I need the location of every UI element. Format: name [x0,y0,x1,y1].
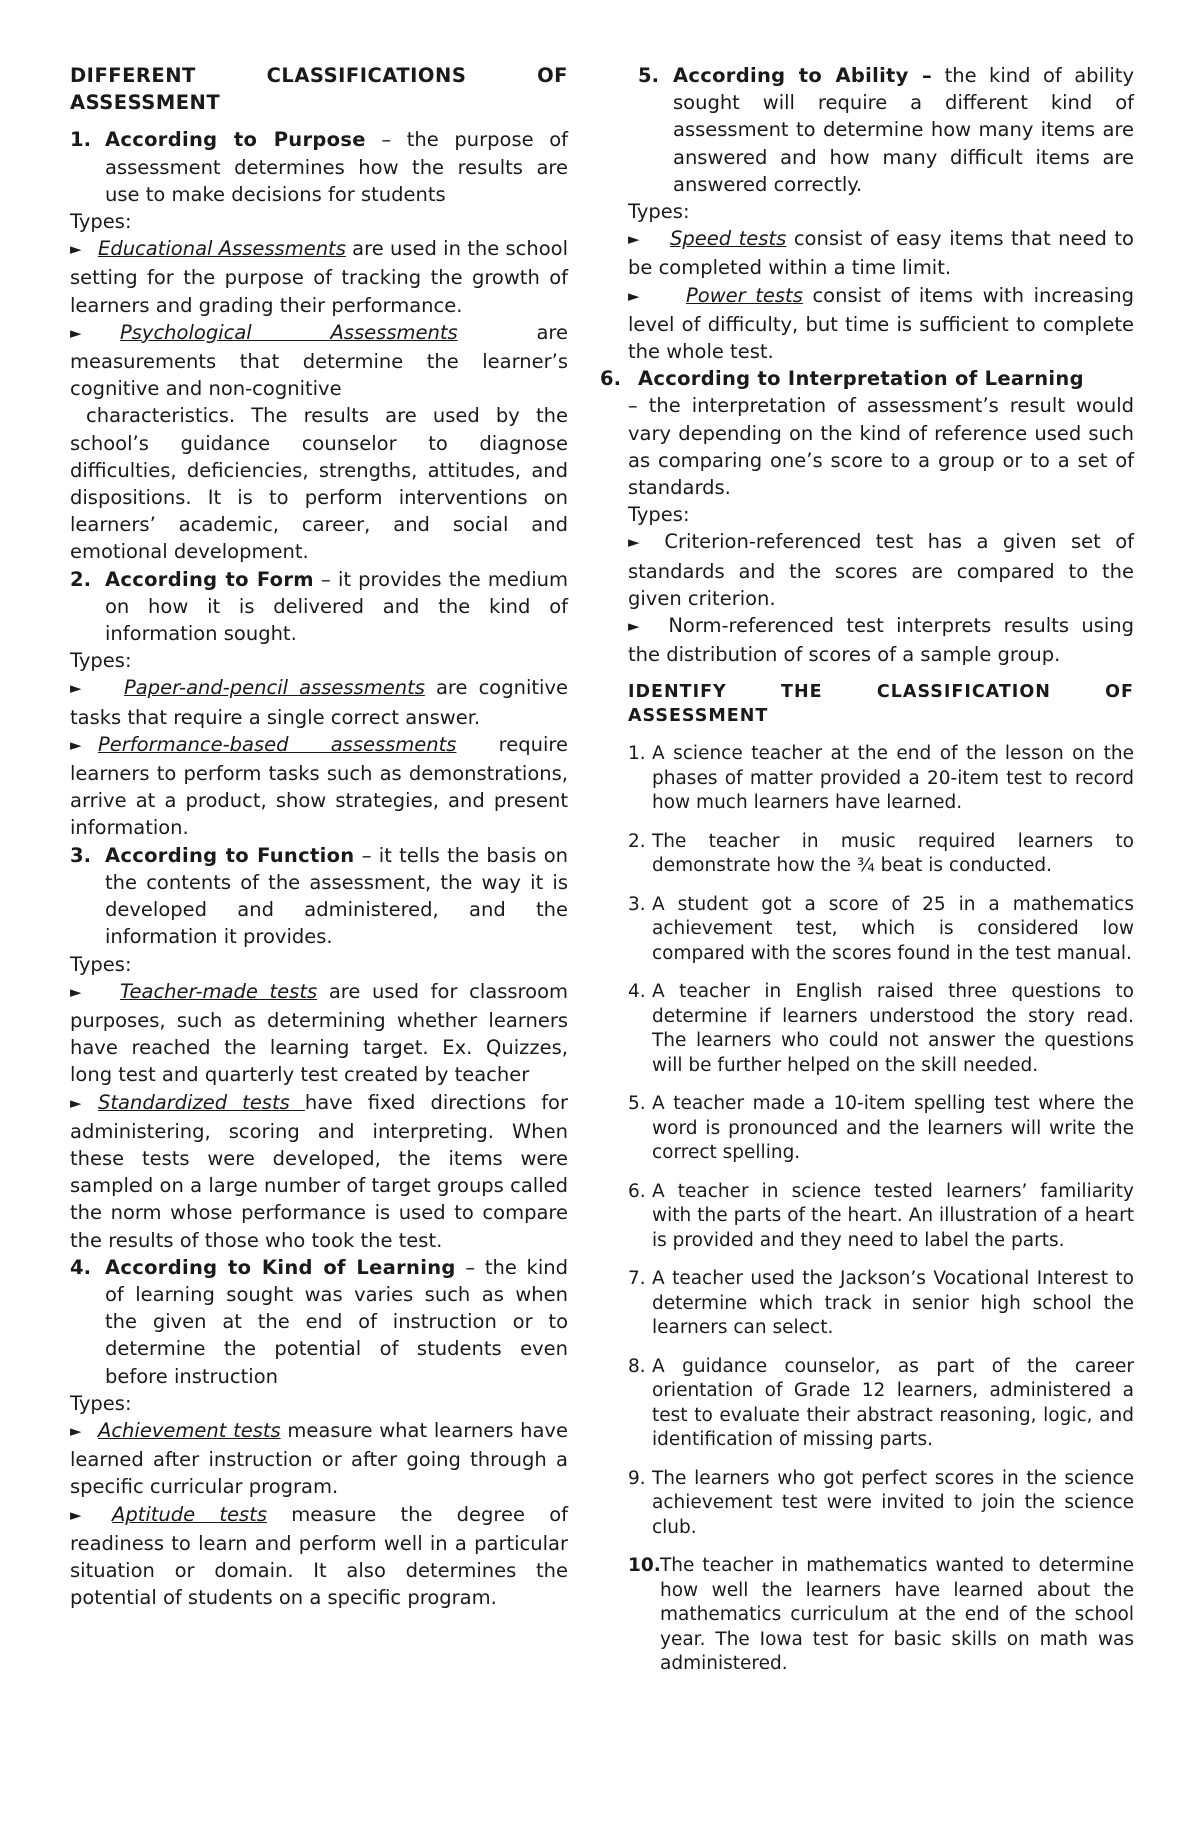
section-6-number: 6. [600,367,621,391]
question-text: A teacher used the Jackson’s Vocational Interest to determine which track in senior high school the learners can select. [652,1268,1134,1339]
section-3-type-1 [70,978,568,1089]
section-3-type-1-text: are used for classroom purposes, such as determining whether learners have reached the learning target. Ex. Quizzes, long test and quarterly test created by teacher [70,979,569,1087]
section-3-type-1-term: Teacher-made tests [120,979,318,1003]
section-1-number: 1. [70,128,91,152]
section-3-type-2 [70,1089,568,1254]
question-item [628,980,1134,1078]
section-5-heading: According to Ability – [673,64,933,87]
arrow-bullet-icon: ► [70,1505,82,1524]
arrow-bullet-icon: ► [70,1421,82,1440]
question-item [628,893,1134,967]
section-2-type-2 [70,731,568,842]
question-text: A teacher in science tested learners’ familiarity with the parts of the heart. An illustration of a heart is provided and they need to label the parts. [652,1180,1134,1251]
section-5-types-label: Types: [628,200,690,224]
section-3-desc: – it tells the basis on the contents of the assessment, the way it is developed and administered, and the information it provides. [105,843,569,949]
section-1-type-2-text: are measurements that determine the learner’s cognitive and non-cognitive [70,320,569,401]
section-5-desc: the kind of ability sought will require a different kind of assessment to determine how many items are answered and how many difficult items are answered correctly. [673,64,1134,196]
section-1-desc: – the purpose of assessment determines how the results are use to make decisions for students [105,128,569,206]
section-4-type-2-term: Aptitude tests [112,1502,267,1526]
section-3-types-label: Types: [70,952,132,976]
arrow-bullet-icon: ► [70,679,82,698]
section-3-heading: According to Function [105,843,355,867]
section-1-types-label: Types: [70,210,132,234]
section-5-body [673,62,1134,198]
section-2-type-2-term: Performance-based assessments [98,732,457,756]
section-6-type-1-text: Criterion-referenced test has a given set of standards and the scores are compared to the given criterion. [628,530,1134,610]
section-1-type-1-text: are used in the school setting for the purpose of tracking the growth of learners and grading their performance. [70,237,569,317]
section-6-type-1 [628,528,1134,612]
title-line-2: ASSESSMENT [70,91,221,115]
section-1-heading: According to Purpose [105,128,366,152]
question-number: 5. [628,1093,646,1115]
section-4-type-2-text: measure the degree of readiness to learn and perform well in a particular situation or domain. It also determines the potential of students on a specific program. [70,1502,568,1610]
section-2-body [105,566,568,648]
identify-title-line-1: IDENTIFY THE CLASSIFICATION OF [628,682,1134,703]
identify-title-line-2: ASSESSMENT [628,706,769,727]
question-item [628,1554,1134,1677]
section-5-type-1 [628,225,1134,281]
section-2-number: 2. [70,567,91,591]
question-item [628,1467,1134,1541]
question-item [628,830,1134,879]
page-title [70,62,568,89]
arrow-bullet-icon: ► [628,617,640,636]
section-6-body [638,365,1134,392]
section-5-type-2-text: consist of items with increasing level of difficulty, but time is sufficient to complete the whole test. [628,283,1134,364]
section-4-types-label: Types: [70,1391,132,1415]
section-2-type-1 [70,674,568,730]
section-2-type-1-term: Paper-and-pencil assessments [124,676,425,700]
section-2-type-2-text: require learners to perform tasks such as demonstrations, arrive at a product, show strategies, and present information. [70,732,568,840]
question-text: A teacher in English raised three questions to determine if learners understood the story read. The learners who could not answer the questions will be further helped on the skill needed. [652,981,1134,1076]
section-3-type-2-text: have fixed directions for administering, scoring and interpreting. When these tests were developed, the items were sampled on a large number of target groups called the norm whose performance is used to compare the results of those who took the test. [70,1090,569,1252]
arrow-bullet-icon: ► [70,982,82,1001]
section-4-desc: – the kind of learning sought was varies such as when the given at the end of instruction or to determine the potential of students even before instruction [105,1255,568,1388]
question-number: 1. [628,743,646,765]
section-4-type-1-text: measure what learners have learned after instruction or after going through a specific curricular program. [70,1418,568,1499]
section-2 [70,566,568,648]
question-number: 9. [628,1467,646,1489]
section-5-type-2-term: Power tests [686,283,803,307]
question-text: A student got a score of 25 in a mathematics achievement test, which is considered low compared with the scores found in the test manual. [652,893,1134,964]
arrow-bullet-icon: ► [70,323,82,342]
section-1-type-1 [70,235,568,319]
section-5-type-1-text: consist of easy items that need to be completed within a time limit. [628,227,1134,280]
section-6 [600,365,1134,392]
section-2-desc: – it provides the medium on how it is delivered and the kind of information sought. [105,567,569,646]
section-2-type-1-text: are cognitive tasks that require a single correct answer. [70,676,568,729]
right-column [600,62,1134,1677]
section-4-heading: According to Kind of Learning [105,1255,456,1279]
question-item [628,1267,1134,1341]
section-5-type-2 [628,282,1134,366]
section-5-number: 5. [638,64,659,87]
section-6-types-label: Types: [628,503,690,527]
question-number: 3. [628,893,646,915]
section-2-types-label: Types: [70,649,132,673]
question-number: 8. [628,1355,646,1377]
section-4-type-2 [70,1501,568,1612]
question-text: A science teacher at the end of the lesson on the phases of matter provided a 20-item test to record how much learners have learned. [652,743,1134,814]
title-line-1: DIFFERENT CLASSIFICATIONS OF [70,64,568,87]
section-6-heading: According to Interpretation of Learning [638,367,1084,391]
question-text: The teacher in mathematics wanted to determine how well the learners have learned about the mathematics curriculum at the end of the school year. The Iowa test for basic skills on math was administered. [660,1555,1134,1675]
section-6-type-2-text: Norm-referenced test interprets results using the distribution of scores of a sample group. [628,614,1134,667]
question-number: 6. [628,1180,646,1202]
section-1-type-2 [70,319,568,403]
section-3 [70,842,568,951]
question-number: 4. [628,981,646,1003]
arrow-bullet-icon: ► [628,533,640,552]
question-item [628,1180,1134,1254]
section-4-number: 4. [70,1255,91,1279]
section-4 [70,1254,568,1390]
question-text: A teacher made a 10-item spelling test where the word is pronounced and the learners will write the correct spelling. [652,1093,1134,1164]
section-4-type-1 [70,1417,568,1501]
section-4-body [105,1254,568,1390]
section-3-body [105,842,568,951]
question-number: 10. [628,1555,661,1577]
section-1 [70,126,568,208]
section-1-type-2-term: Psychological Assessments [120,320,458,344]
section-3-type-2-term: Standardized tests [98,1090,305,1114]
section-5-type-1-term: Speed tests [670,227,787,251]
section-6-desc: – the interpretation of assessment’s result would vary depending on the kind of reference used such as comparing one’s score to a group or to a set of standards. [628,394,1134,500]
section-3-number: 3. [70,843,91,867]
section-2-heading: According to Form [105,567,314,591]
section-1-type-1-term: Educational Assessments [98,237,346,261]
left-column [70,62,568,1611]
arrow-bullet-icon: ► [70,1093,82,1112]
question-item [628,742,1134,816]
arrow-bullet-icon: ► [70,240,82,259]
question-text: The teacher in music required learners to demonstrate how the ¾ beat is conducted. [652,830,1134,877]
question-text: The learners who got perfect scores in the science achievement test were invited to join the science club. [652,1467,1134,1538]
question-text: A guidance counselor, as part of the career orientation of Grade 12 learners, administered a test to evaluate their abstract reasoning, logic, and identification of missing parts. [652,1355,1134,1451]
question-list [628,742,1134,1677]
arrow-bullet-icon: ► [70,735,82,754]
section-5 [628,62,1134,198]
question-number: 2. [628,830,646,852]
question-number: 7. [628,1268,646,1290]
section-4-type-1-term: Achievement tests [98,1418,281,1442]
section-1-type-2-cont: characteristics. The results are used by the school’s guidance counselor to diagnose difficulties, deficiencies, strengths, attitudes, and dispositions. It is to perform interventions on learners’ academic, career, and social and emotional development. [70,404,568,564]
arrow-bullet-icon: ► [628,230,640,249]
title-line-2-wrap [70,89,568,116]
question-item [628,1355,1134,1453]
question-item [628,1092,1134,1166]
section-1-body [105,126,568,208]
section-6-type-2 [628,612,1134,668]
arrow-bullet-icon: ► [628,286,640,305]
